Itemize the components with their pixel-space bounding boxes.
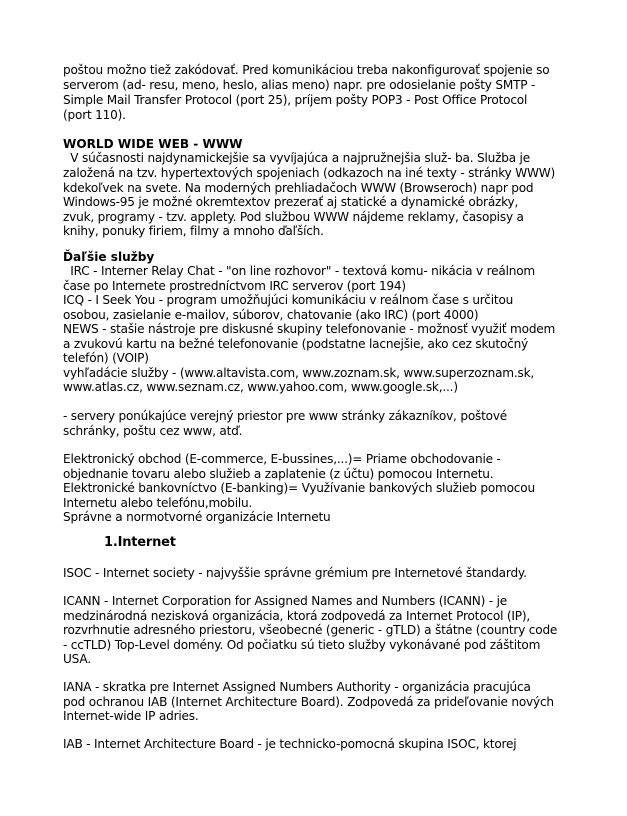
ecommerce-line: Správne a normotvorné organizácie Internetu [63,510,331,524]
icann-line: USA. [63,652,91,666]
services-line: NEWS - stašie nástroje pre diskusné skupiny telefonovanie - možnosť využiť modem [63,322,556,336]
servers-line: schránky, poštu cez www, atď. [63,424,243,438]
icann-line: - ccTLD) Top-Level domény. Od počiatku sú tieto služby vykonávané pod záštitom [63,638,541,652]
iana-line: IANA - skratka pre Internet Assigned Numbers Authority - organizácia pracujúca [63,680,531,694]
services-line: osobou, zasielanie e-mailov, súborov, chatovanie (ako IRC) (port 4000) [63,308,479,322]
services-line: vyhľadácie služby - (www.altavista.com, www.zoznam.sk, www.superzoznam.sk, [63,366,535,380]
services-heading: Ďaľšie služby [63,250,155,264]
ecommerce-line: Elektronické bankovníctvo (E-banking)= Využívanie bankových služieb pomocou [63,481,535,495]
www-line: kdekoľvek na svete. Na moderných prehliadačoch WWW (Browseroch) napr pod [63,181,534,195]
services-line: ICQ - I Seek You - program umožňujúci komunikáciu v reálnom čase s určitou [63,293,514,307]
intro-line: poštou možno tiež zakódovať. Pred komunikáciou treba nakonfigurovať spojenie so [63,63,550,77]
www-line: zvuk, programy - tzv. applety. Pod službou WWW nájdeme reklamy, časopisy a [63,210,524,224]
icann-line: medzinárodná nezisková organizácia, ktorá zodpovedá za Internet Protocol (IP), [63,609,531,623]
ecommerce-line: objednanie tovaru alebo služieb a zaplatenie (z účtu) pomocou Internetu. [63,467,494,481]
www-line: V súčasnosti najdynamickejšie sa vyvíjajúca a najpružnejšia služ- ba. Služba je [63,151,530,165]
www-line: založená na tzv. hypertextových spojeniach (odkazoch na iné texty - stránky WWW) [63,166,556,180]
services-line: čase po Internete prostredníctvom IRC serverov (port 194) [63,279,406,293]
intro-line: (port 110). [63,108,126,122]
services-line: telefón) (VOIP) [63,351,149,365]
intro-line: serverom (ad- resu, meno, heslo, alias meno) napr. pre odosielanie pošty SMTP - [63,78,536,92]
iana-line: Internet-wide IP adries. [63,709,199,723]
section-heading: 1.Internet [104,535,176,550]
ecommerce-line: Internetu alebo telefónu,mobilu. [63,496,253,510]
www-heading: WORLD WIDE WEB - WWW [63,137,243,151]
iana-line: pod ochranou IAB (Internet Architecture Board). Zodpovedá za prideľovanie nových [63,695,554,709]
www-line: Windows-95 je možné okremtextov prezerať aj statické a dynamické obrázky, [63,195,519,209]
intro-line: Simple Mail Transfer Protocol (port 25), príjem pošty POP3 - Post Office Protocol [63,93,528,107]
services-line: a zvukovú kartu na bežné telefonovanie (podstatne lacnejšie, ako cez skutočný [63,337,529,351]
servers-line: - servery ponúkajúce verejný priestor pre www stránky zákazníkov, poštové [63,409,508,423]
icann-line: rozvrhnutie adresného priestoru, všeobecné (generic - gTLD) a štátne (country code [63,623,558,637]
ecommerce-line: Elektronický obchod (E-commerce, E-bussines,...)= Priame obchodovanie - [63,452,501,466]
iab-line: IAB - Internet Architecture Board - je technicko-pomocná skupina ISOC, ktorej [63,737,517,751]
www-line: knihy, ponuky firiem, filmy a mnoho ďaľších. [63,224,324,238]
services-line: IRC - Interner Relay Chat - "on line rozhovor" - textová komu- nikácia v reálnom [63,264,535,278]
services-line: www.atlas.cz, www.seznam.cz, www.yahoo.com, www.google.sk,...) [63,380,458,394]
icann-line: ICANN - Internet Corporation for Assigned Names and Numbers (ICANN) - je [63,594,508,608]
isoc-line: ISOC - Internet society - najvyššie správne grémium pre Internetové štandardy. [63,566,527,580]
